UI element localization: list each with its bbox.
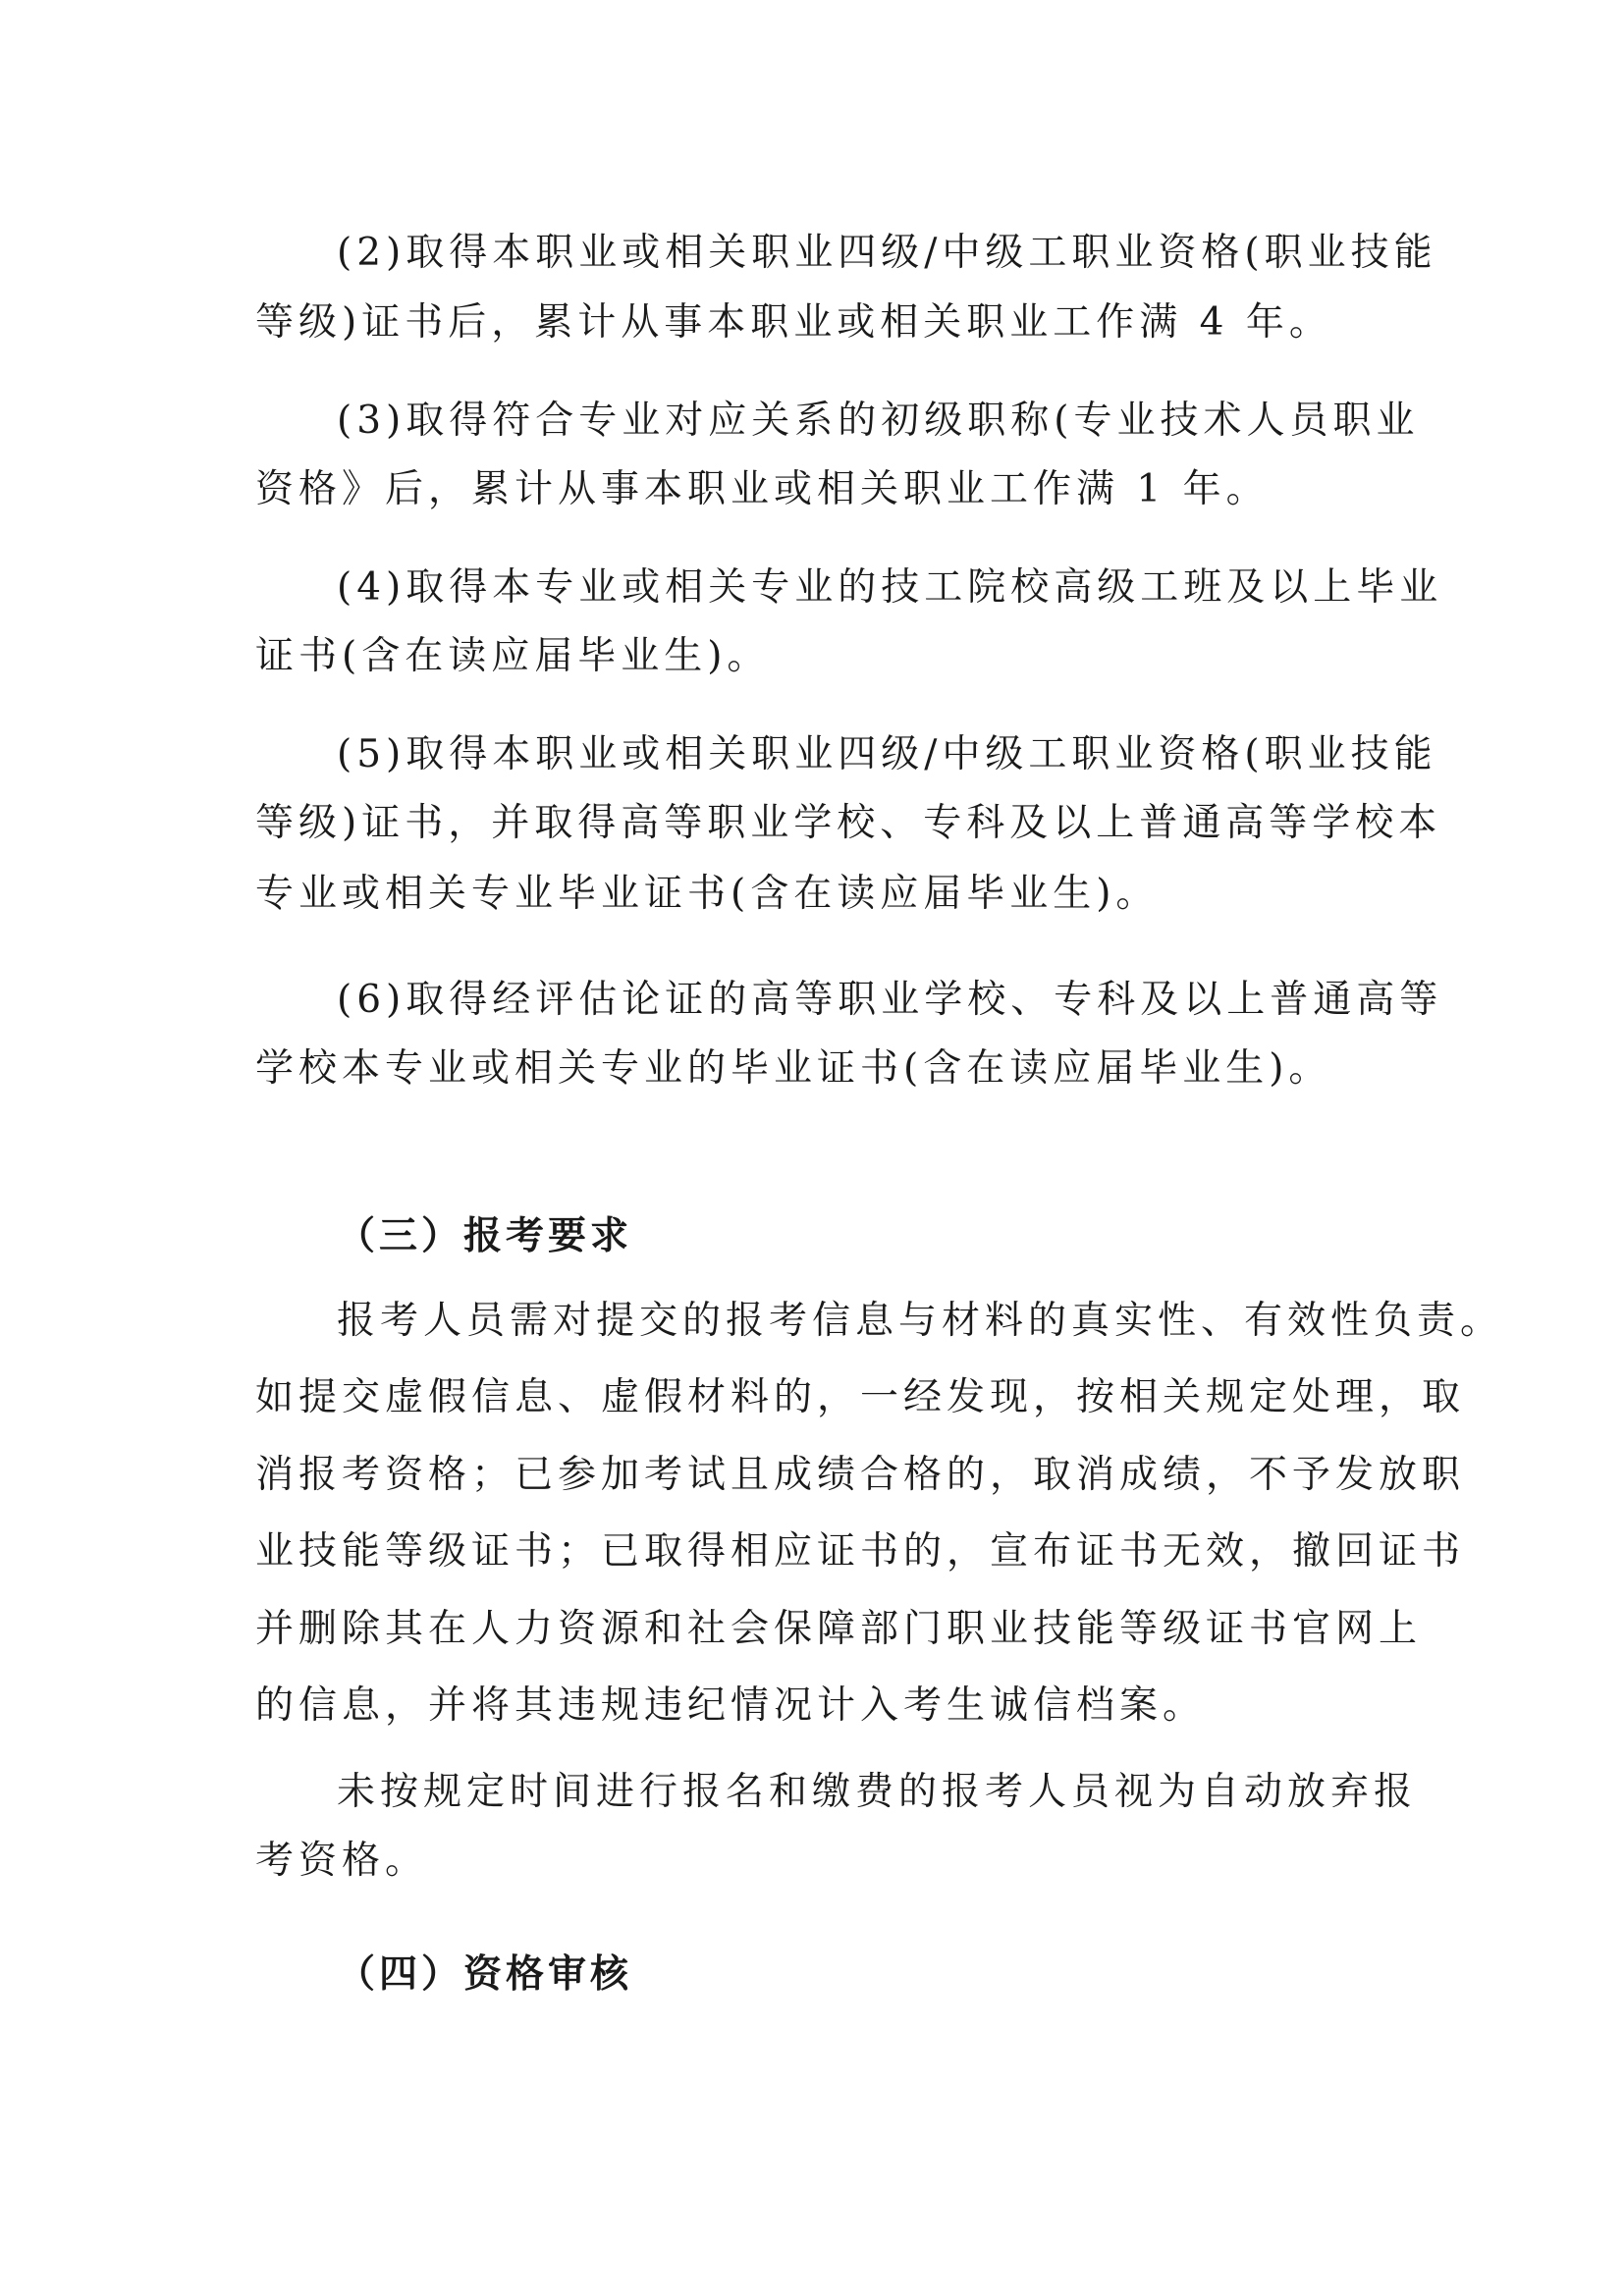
section-3-para-2-line-2: 考资格。 [255, 1839, 429, 1883]
section-3-para-1-line-5: 并删除其在人力资源和社会保障部门职业技能等级证书官网上 [255, 1607, 1423, 1651]
section-3-para-2-line-1: 未按规定时间进行报名和缴费的报考人员视为自动放弃报 [337, 1770, 1418, 1814]
section-3-para-1-line-3: 消报考资格；已参加考试且成绩合格的，取消成绩，不予发放职 [255, 1453, 1466, 1497]
section-3-para-1-line-1: 报考人员需对提交的报考信息与材料的真实性、有效性负责。 [337, 1299, 1504, 1343]
item-3-line-2: 资格》后，累计从事本职业或相关职业工作满 1 年。 [255, 467, 1270, 511]
item-3-line-1: (3)取得符合专业对应关系的初级职称(专业技术人员职业 [337, 399, 1420, 443]
item-5-line-3: 专业或相关专业毕业证书(含在读应届毕业生)。 [255, 872, 1160, 916]
item-5-line-1: (5)取得本职业或相关职业四级/中级工职业资格(职业技能 [337, 732, 1437, 776]
item-2-line-2: 等级)证书后，累计从事本职业或相关职业工作满 4 年。 [255, 300, 1332, 345]
item-4-line-2: 证书(含在读应届毕业生)。 [255, 634, 771, 678]
section-3-heading: （三）报考要求 [337, 1214, 633, 1258]
item-6-line-1: (6)取得经评估论证的高等职业学校、专科及以上普通高等 [337, 978, 1443, 1022]
item-4-line-1: (4)取得本专业或相关专业的技工院校高级工班及以上毕业 [337, 565, 1443, 610]
section-3-para-1-line-4: 业技能等级证书；已取得相应证书的，宣布证书无效，撤回证书 [255, 1529, 1466, 1574]
item-2-line-1: (2)取得本职业或相关职业四级/中级工职业资格(职业技能 [337, 231, 1437, 275]
item-5-line-2: 等级)证书，并取得高等职业学校、专科及以上普通高等学校本 [255, 801, 1442, 845]
section-3-para-1-line-6: 的信息，并将其违规违纪情况计入考生诚信档案。 [255, 1683, 1207, 1728]
section-3-para-1-line-2: 如提交虚假信息、虚假材料的，一经发现，按相关规定处理，取 [255, 1375, 1466, 1419]
section-4-heading: （四）资格审核 [337, 1952, 633, 1997]
item-6-line-2: 学校本专业或相关专业的毕业证书(含在读应届毕业生)。 [255, 1046, 1332, 1091]
